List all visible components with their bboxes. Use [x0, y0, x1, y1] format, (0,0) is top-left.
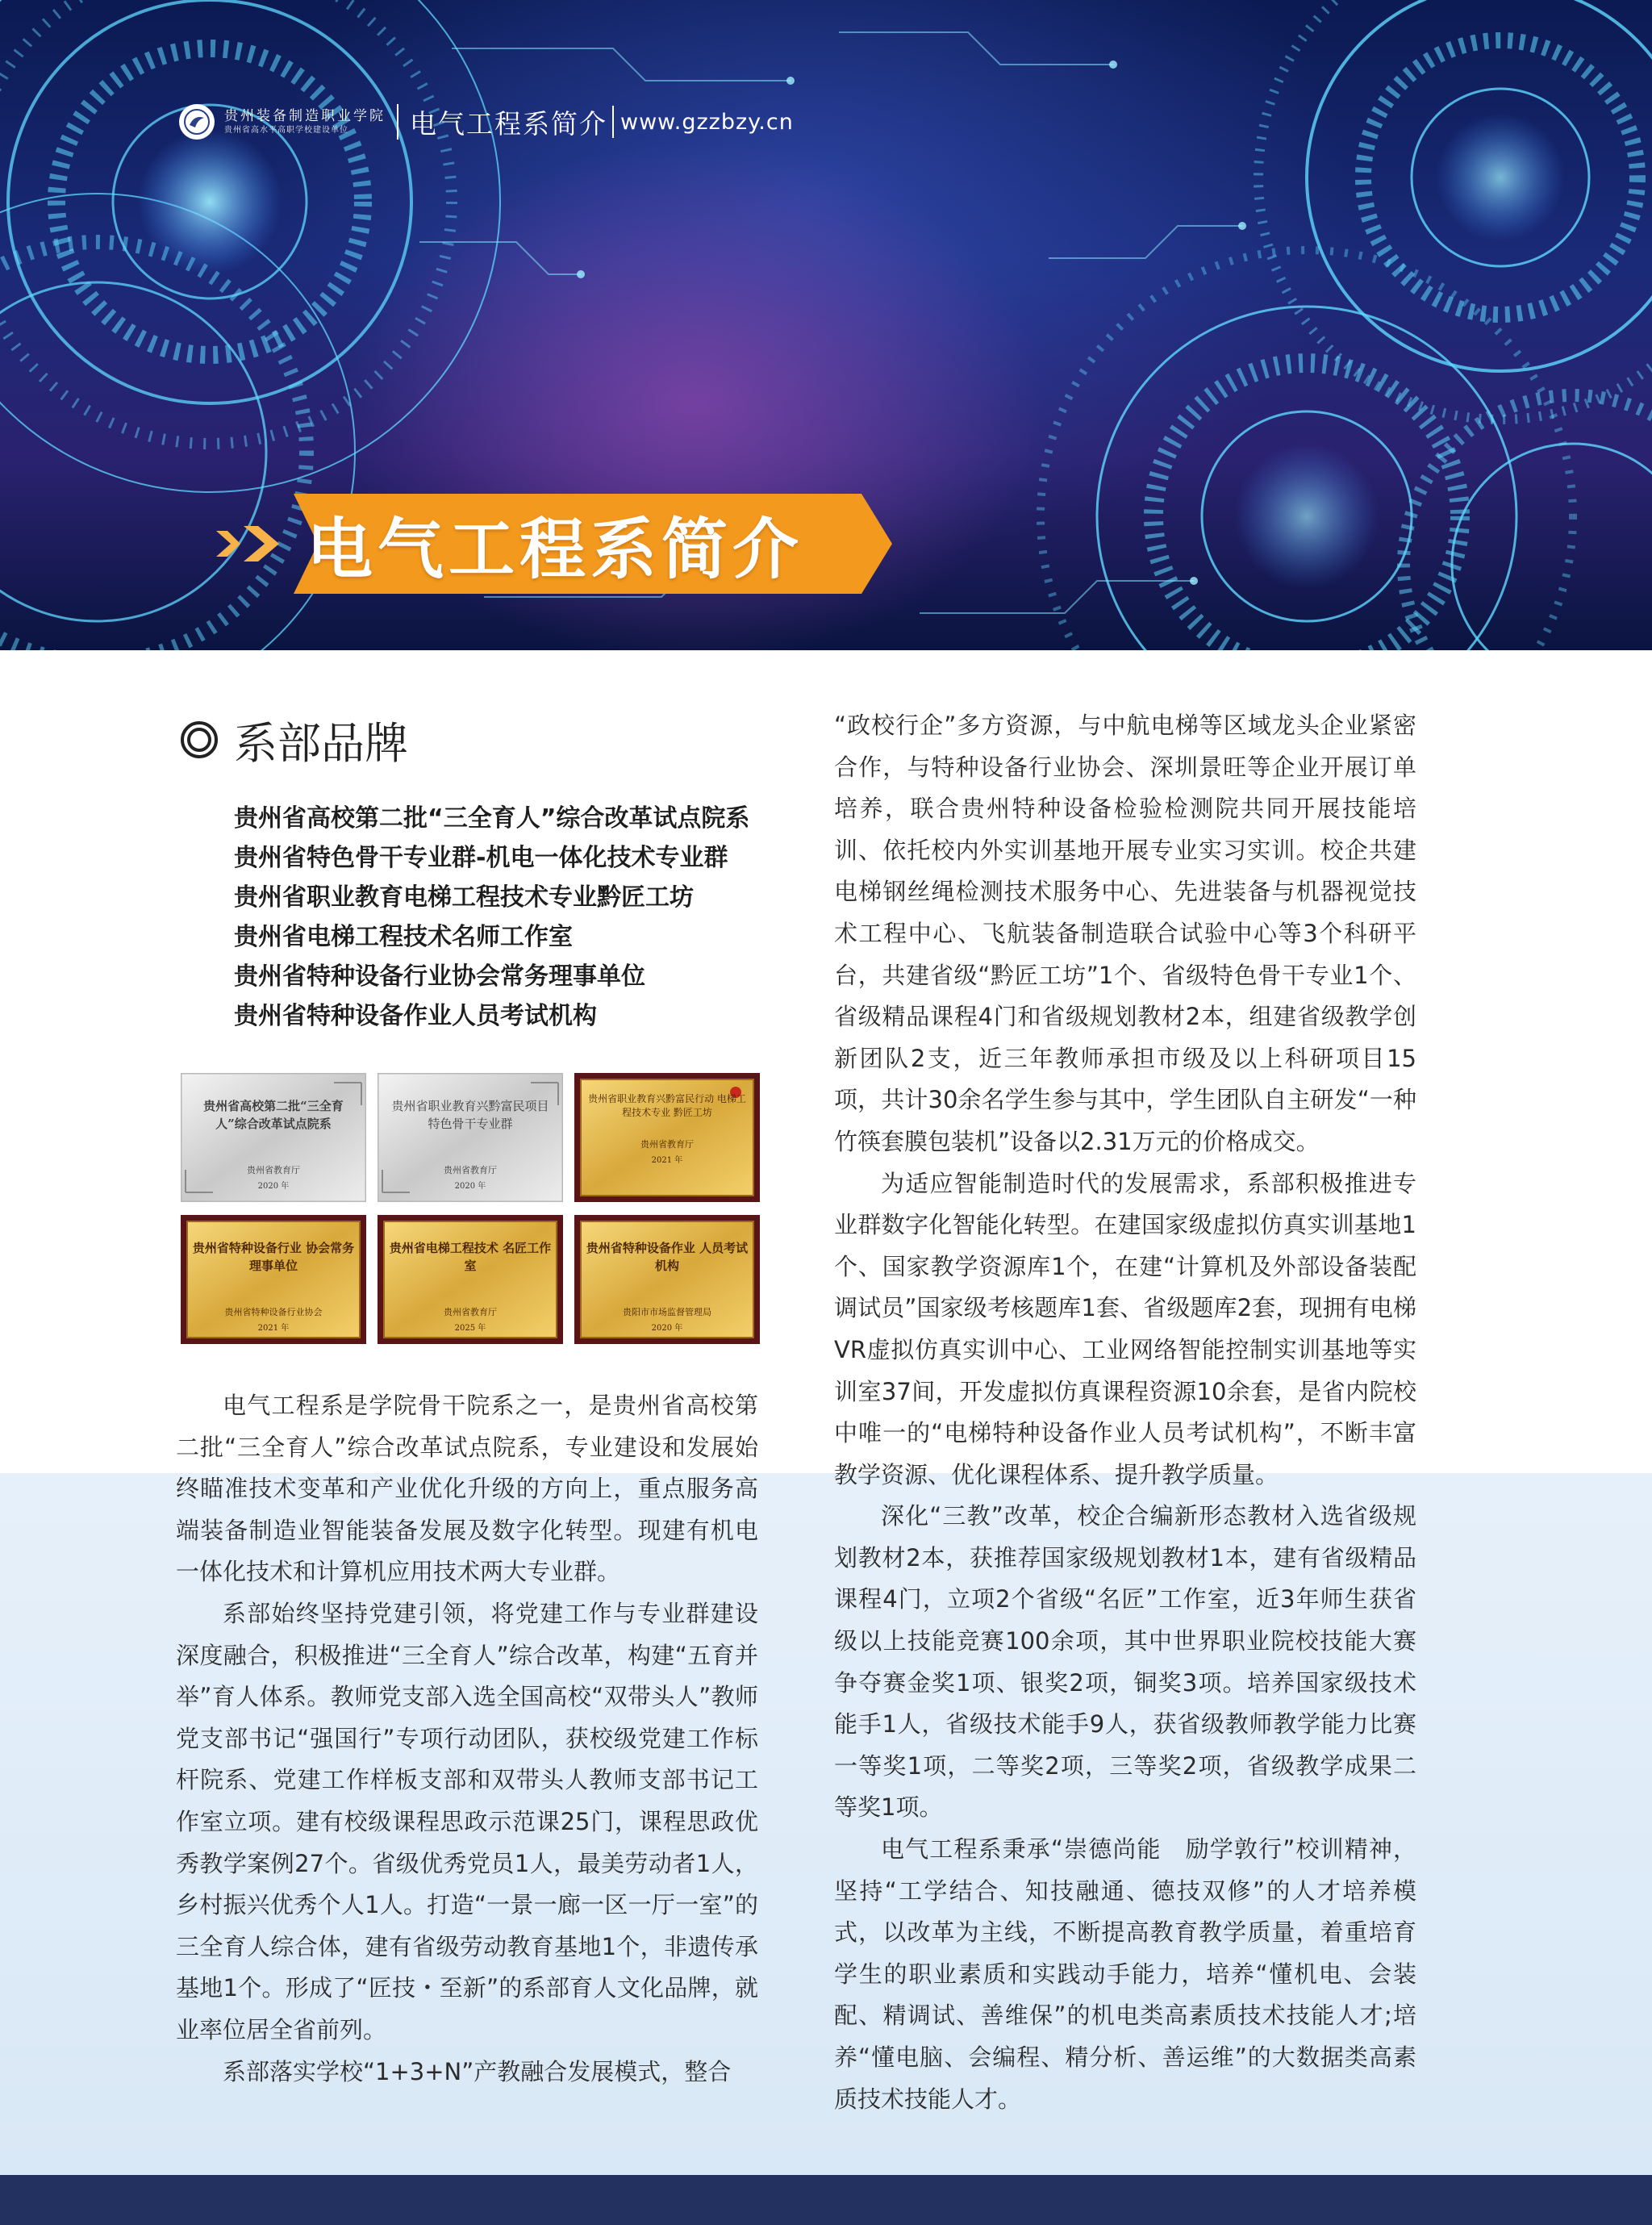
- plaque-title: 贵州省职业教育兴黔富民项目 特色骨干专业群: [391, 1099, 549, 1131]
- plaque-issuer: 贵州省教育厅: [640, 1139, 694, 1150]
- award-plaque: [181, 1073, 366, 1202]
- double-circle-icon: [181, 721, 218, 758]
- honor-item: 贵州省特种设备作业人员考试机构: [234, 1002, 597, 1030]
- plaque-issuer: 贵州省教育厅: [247, 1165, 300, 1175]
- header-bar: [179, 102, 794, 142]
- digital-transformation-paragraph: 为适应智能制造时代的发展需求，系部积极推进专业群数字化智能化转型。在建国家级虚拟仿真实训基地1个、国家教学资源库1个，在建“计算机及外部设备装配调试员”国家级考核题库1套、省级题库2套，现拥有电梯VR虚拟仿真实训中心、工业网络智能控制实训基地等实训室37间，开发虚拟仿真课程资源10余套，是省内院校中唯一的“电梯特种设备作业人员考试机构”，不断丰富教学资源、优化课程体系、提升教学质量。: [834, 1169, 1416, 1488]
- award-plaque: [181, 1215, 366, 1344]
- plaque-title: 贵州省电梯工程技术 名匠工作室: [389, 1241, 552, 1273]
- hero-banner: [0, 0, 1652, 650]
- plaque-year: 2025 年: [454, 1324, 486, 1333]
- right-column-text: [834, 705, 1416, 2120]
- plaque-issuer: 贵阳市市场监督管理局: [623, 1307, 711, 1317]
- plaque-year: 2021 年: [651, 1156, 683, 1165]
- plaque-title: 贵州省特种设备作业 人员考试机构: [586, 1241, 749, 1273]
- honor-item: 贵州省职业教育电梯工程技术专业黔匠工坊: [234, 883, 694, 912]
- left-column-text: [176, 1385, 758, 2093]
- honors-list: [234, 799, 766, 1036]
- award-plaque: [574, 1073, 760, 1202]
- honor-item: 贵州省高校第二批“三全育人”综合改革试点院系: [234, 804, 750, 833]
- school-name: [224, 108, 386, 136]
- plaque-year: 2021 年: [257, 1324, 290, 1333]
- header-divider-2: [612, 106, 614, 138]
- teaching-reform-paragraph: 深化“三教”改革，校企合编新形态教材入选省级规划教材2本，获推荐国家级规划教材1本，建有省级精品课程4门，立项2个省级“名匠”工作室，近3年师生获省级以上技能竞赛100余项，其中世界职业院校技能大赛争夺赛金奖1项、银奖2项，铜奖3项。培养国家级技术能手1人，省级技术能手9人，获省级教师教学能力比赛一等奖1项，二等奖2项，三等奖2项，省级教学成果二等奖1项。: [834, 1502, 1416, 1822]
- award-plaques: [181, 1073, 761, 1347]
- plaque-issuer: 贵州省教育厅: [444, 1165, 497, 1175]
- plaque-title: 贵州省职业教育兴黔富民行动 电梯工程技术专业 黔匠工坊: [588, 1093, 746, 1118]
- plaque-issuer: 贵州省特种设备行业协会: [224, 1307, 323, 1317]
- header-title: 电气工程系简介: [410, 107, 607, 140]
- industry-integration-paragraph: 系部落实学校“1+3+N”产教融合发展模式，整合: [223, 2057, 732, 2085]
- cooperation-paragraph: “政校行企”多方资源，与中航电梯等区域龙头企业紧密合作，与特种设备行业协会、深圳景旺等企业开展订单培养，联合贵州特种设备检验检测院共同开展技能培训、依托校内外实训基地开展专业实习实训。校企共建电梯钢丝绳检测技术服务中心、先进装备与机器视觉技术工程中心、飞航装备制造联合试验中心等3个科研平台，共建省级“黔匠工坊”1个、省级特色骨干专业1个、省级精品课程4门和省级规划教材2本，组建省级教学创新团队2支，近三年教师承担市级及以上科研项目15项，共计30余名学生参与其中，学生团队自主研发“一种竹筷套膜包装机”设备以2.31万元的价格成交。: [834, 712, 1416, 1155]
- plaque-issuer: 贵州省教育厅: [444, 1307, 497, 1317]
- award-plaque: [378, 1215, 563, 1344]
- plaque-title: 贵州省高校第二批“三全育人”综合改革试点院系: [203, 1099, 344, 1131]
- award-plaque: [378, 1073, 563, 1202]
- plaque-year: 2020 年: [257, 1182, 290, 1191]
- school-name-line1: 贵州装备制造职业学院: [224, 107, 386, 124]
- intro-paragraph: 电气工程系是学院骨干院系之一，是贵州省高校第二批“三全育人”综合改革试点院系，专业建设和发展始终瞄准技术变革和产业优化升级的方向上，重点服务高端装备制造业智能装备发展及数字化转型。现建有机电一体化技术和计算机应用技术两大专业群。: [176, 1392, 758, 1586]
- plaque-title: 贵州省特种设备行业 协会常务理事单位: [192, 1241, 355, 1273]
- banner-title: 电气工程系简介: [307, 511, 804, 588]
- section-title-text: 系部品牌: [234, 717, 408, 769]
- plaque-year: 2020 年: [454, 1182, 486, 1191]
- motto-paragraph: 电气工程系秉承“崇德尚能 励学敦行”校训精神，坚持“工学结合、知技融通、德技双修”的人才培养模式，以改革为主线，不断提高教育教学质量，着重培育学生的职业素质和实践动手能力，培养“懂机电、会装配、精调试、善维保”的机电类高素质技术技能人才;培养“懂电脑、会编程、精分析、善运维”的大数据类高素质技术技能人才。: [834, 1835, 1416, 2113]
- honor-item: 贵州省电梯工程技术名师工作室: [234, 923, 573, 951]
- footer-bar: [0, 2175, 1652, 2225]
- website-url[interactable]: www.gzzbzy.cn: [620, 109, 794, 135]
- award-plaque: [574, 1215, 760, 1344]
- header-divider: [397, 104, 398, 140]
- school-name-line2: 贵州省高水平高职学校建设单位: [224, 125, 348, 135]
- honor-item: 贵州省特色骨干专业群-机电一体化技术专业群: [234, 844, 728, 872]
- school-emblem-icon: [183, 108, 211, 136]
- school-logo: [179, 104, 215, 140]
- section-title: [181, 712, 408, 768]
- party-building-paragraph: 系部始终坚持党建引领，将党建工作与专业群建设深度融合，积极推进“三全育人”综合改革，构建“五育并举”育人体系。教师党支部入选全国高校“双带头人”教师党支部书记“强国行”专项行动团队，获校级党建工作标杆院系、党建工作样板支部和双带头人教师支部书记工作室立项。建有校级课程思政示范课25门，课程思政优秀教学案例27个。省级优秀党员1人，最美劳动者1人，乡村振兴优秀个人1人。打造“一景一廊一区一厅一室”的三全育人综合体，建有省级劳动教育基地1个，非遗传承基地1个。形成了“匠技・至新”的系部育人文化品牌，就业率位居全省前列。: [176, 1599, 758, 2043]
- plaque-year: 2020 年: [651, 1324, 683, 1333]
- honor-item: 贵州省特种设备行业协会常务理事单位: [234, 962, 645, 991]
